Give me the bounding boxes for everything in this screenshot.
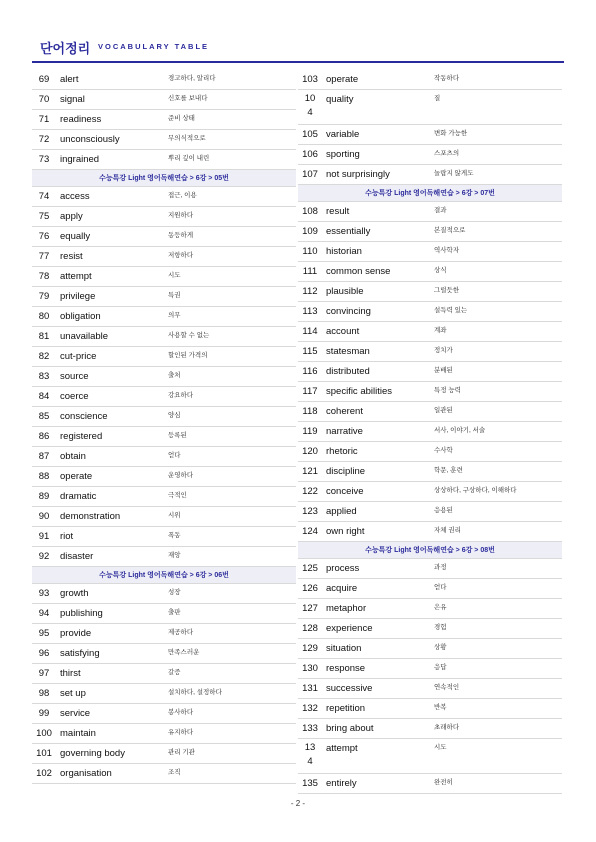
vocab-row [32, 644, 296, 664]
vocab-number: 13 4 [304, 742, 316, 767]
vocab-word: service [60, 708, 91, 719]
vocab-row [32, 467, 296, 487]
vocab-word: readiness [60, 114, 102, 125]
vocab-word: entirely [326, 778, 357, 789]
vocab-row [32, 744, 296, 764]
vocab-meaning: 스포츠의 [434, 150, 460, 157]
vocab-row [32, 427, 296, 447]
vocab-meaning: 상황 [434, 644, 447, 651]
vocab-row [298, 462, 562, 482]
vocab-row [298, 282, 562, 302]
vocab-meaning: 시도 [168, 272, 181, 279]
vocab-row [298, 70, 562, 90]
vocab-meaning: 만족스러운 [168, 649, 200, 656]
vocab-meaning: 변화 가능한 [434, 130, 468, 137]
vocab-meaning: 완전히 [434, 779, 453, 786]
vocab-word: discipline [326, 466, 366, 477]
vocab-row [32, 507, 296, 527]
vocab-word: obtain [60, 451, 86, 462]
vocab-row [298, 442, 562, 462]
vocab-number: 107 [302, 169, 318, 180]
vocab-number: 75 [38, 211, 50, 222]
vocab-meaning: 과정 [434, 564, 447, 571]
vocab-row [32, 287, 296, 307]
vocab-meaning: 출판 [168, 609, 181, 616]
vocab-row [32, 487, 296, 507]
vocab-word: applied [326, 506, 357, 517]
vocab-number: 86 [38, 431, 50, 442]
vocab-row [32, 367, 296, 387]
vocab-word: access [60, 191, 90, 202]
vocab-meaning: 봉사하다 [168, 709, 194, 716]
vocab-row [32, 684, 296, 704]
vocab-row [32, 267, 296, 287]
vocab-row [298, 362, 562, 382]
vocab-meaning: 얻다 [168, 452, 181, 459]
vocab-number: 106 [302, 149, 318, 160]
vocab-word: governing body [60, 748, 125, 759]
vocab-number: 129 [302, 643, 318, 654]
vocab-word: thirst [60, 668, 81, 679]
vocab-meaning: 연속적인 [434, 684, 460, 691]
vocab-meaning: 사용할 수 없는 [168, 332, 210, 339]
vocab-row [32, 130, 296, 150]
vocab-meaning: 응답 [434, 664, 447, 671]
vocab-meaning: 재앙 [168, 552, 181, 559]
vocab-word: publishing [60, 608, 103, 619]
vocab-number: 80 [38, 311, 50, 322]
vocab-row [298, 482, 562, 502]
vocab-word: unconsciously [60, 134, 120, 145]
vocab-word: successive [326, 683, 373, 694]
vocab-word: situation [326, 643, 362, 654]
vocab-number: 110 [302, 246, 318, 257]
vocab-meaning: 계좌 [434, 327, 447, 334]
vocab-number: 109 [302, 226, 318, 237]
vocab-meaning: 은유 [434, 604, 447, 611]
vocab-number: 82 [38, 351, 50, 362]
vocab-meaning: 조직 [168, 769, 181, 776]
vocab-row [298, 322, 562, 342]
vocab-number: 99 [38, 708, 50, 719]
vocab-word: coherent [326, 406, 363, 417]
vocab-row [32, 187, 296, 207]
vocab-word: experience [326, 623, 373, 634]
vocab-row [32, 624, 296, 644]
section-header: 수능특강 Light 영어독해연습 > 6강 > 05번 [32, 170, 296, 187]
vocab-word: equally [60, 231, 91, 242]
vocab-meaning: 경고하다, 알리다 [168, 75, 216, 82]
vocab-row [298, 145, 562, 165]
vocab-row [298, 739, 562, 774]
vocab-number: 98 [38, 688, 50, 699]
vocab-number: 91 [38, 531, 50, 542]
vocab-number: 103 [302, 74, 318, 85]
vocab-row [298, 402, 562, 422]
vocab-number: 133 [302, 723, 318, 734]
vocab-number: 76 [38, 231, 50, 242]
vocab-meaning: 학문, 훈련 [434, 467, 463, 474]
vocab-word: unavailable [60, 331, 109, 342]
vocab-meaning: 본질적으로 [434, 227, 466, 234]
vocab-meaning: 경험 [434, 624, 447, 631]
section-header: 수능특강 Light 영어독해연습 > 6강 > 08번 [298, 542, 562, 559]
vocab-word: growth [60, 588, 89, 599]
vocab-number: 130 [302, 663, 318, 674]
vocab-word: narrative [326, 426, 363, 437]
vocab-row [32, 347, 296, 367]
vocab-meaning: 그럴듯한 [434, 287, 460, 294]
vocab-word: conceive [326, 486, 364, 497]
vocab-meaning: 수사학 [434, 447, 453, 454]
vocab-number: 95 [38, 628, 50, 639]
vocab-row [298, 719, 562, 739]
vocab-number: 77 [38, 251, 50, 262]
vocab-word: obligation [60, 311, 101, 322]
vocab-word: process [326, 563, 360, 574]
vocab-number: 123 [302, 506, 318, 517]
vocab-row [298, 90, 562, 125]
vocab-number: 131 [302, 683, 318, 694]
vocab-meaning: 출처 [168, 372, 181, 379]
vocab-number: 101 [36, 748, 52, 759]
vocab-row [298, 125, 562, 145]
vocab-row [298, 619, 562, 639]
vocab-row [32, 110, 296, 130]
vocab-number: 96 [38, 648, 50, 659]
vocab-word: repetition [326, 703, 366, 714]
vocab-word: coerce [60, 391, 89, 402]
vocab-word: not surprisingly [326, 169, 390, 180]
vocab-number: 73 [38, 154, 50, 165]
vocab-meaning: 설치하다, 설정하다 [168, 689, 222, 696]
vocab-word: resist [60, 251, 83, 262]
vocab-row [298, 699, 562, 719]
vocab-number: 116 [302, 366, 318, 377]
vocab-row [32, 447, 296, 467]
vocab-meaning: 특정 능력 [434, 387, 461, 394]
vocab-row [32, 70, 296, 90]
section-header: 수능특강 Light 영어독해연습 > 6강 > 07번 [298, 185, 562, 202]
vocab-word: common sense [326, 266, 391, 277]
vocab-row [32, 604, 296, 624]
vocab-row [298, 302, 562, 322]
vocab-row [298, 422, 562, 442]
vocab-row [32, 247, 296, 267]
vocab-word: attempt [326, 743, 358, 754]
vocab-word: convincing [326, 306, 371, 317]
vocab-meaning: 설득력 있는 [434, 307, 468, 314]
vocab-meaning: 특권 [168, 292, 181, 299]
vocab-word: historian [326, 246, 362, 257]
vocab-row [32, 227, 296, 247]
vocab-word: variable [326, 129, 360, 140]
vocab-number: 71 [38, 114, 50, 125]
vocab-number: 83 [38, 371, 50, 382]
vocab-meaning: 유지하다 [168, 729, 194, 736]
vocab-row [298, 222, 562, 242]
vocab-number: 119 [302, 426, 318, 437]
title-korean: 단어정리 [40, 41, 91, 56]
vocab-row [298, 242, 562, 262]
vocab-word: specific abilities [326, 386, 392, 397]
vocab-word: demonstration [60, 511, 121, 522]
vocab-number: 132 [302, 703, 318, 714]
vocab-meaning: 신호를 보내다 [168, 95, 208, 102]
vocab-word: alert [60, 74, 79, 85]
vocab-word: registered [60, 431, 103, 442]
vocab-row [32, 307, 296, 327]
vocab-number: 112 [302, 286, 318, 297]
title-english: VOCABULARY TABLE [98, 42, 210, 51]
vocab-meaning: 반복 [434, 704, 447, 711]
vocab-meaning: 저항하다 [168, 252, 194, 259]
vocab-meaning: 응용된 [434, 507, 453, 514]
vocab-number: 10 4 [304, 93, 316, 118]
vocab-number: 127 [302, 603, 318, 614]
vocab-number: 97 [38, 668, 50, 679]
vocab-word: privilege [60, 291, 96, 302]
vocab-number: 100 [36, 728, 52, 739]
vocab-number: 78 [38, 271, 50, 282]
vocab-meaning: 역사학자 [434, 247, 460, 254]
vocab-word: apply [60, 211, 83, 222]
vocab-number: 113 [302, 306, 318, 317]
vocab-number: 128 [302, 623, 318, 634]
vocab-row [298, 522, 562, 542]
vocab-meaning: 강요하다 [168, 392, 194, 399]
vocab-number: 121 [302, 466, 318, 477]
vocab-column-left [32, 70, 296, 784]
vocab-meaning: 제공하다 [168, 629, 194, 636]
vocab-number: 74 [38, 191, 50, 202]
vocab-row [298, 579, 562, 599]
vocab-number: 72 [38, 134, 50, 145]
vocab-row [298, 202, 562, 222]
vocab-word: essentially [326, 226, 371, 237]
vocab-meaning: 할인된 가격의 [168, 352, 208, 359]
vocab-meaning: 접근, 이용 [168, 192, 197, 199]
vocab-row [32, 90, 296, 110]
vocab-number: 70 [38, 94, 50, 105]
vocab-word: satisfying [60, 648, 100, 659]
vocab-word: organisation [60, 768, 112, 779]
vocab-row [32, 724, 296, 744]
vocab-word: provide [60, 628, 92, 639]
vocab-meaning: 운영하다 [168, 472, 194, 479]
vocab-number: 122 [302, 486, 318, 497]
vocab-meaning: 놀랍지 않게도 [434, 170, 474, 177]
vocab-meaning: 갈증 [168, 669, 181, 676]
vocab-word: dramatic [60, 491, 97, 502]
vocab-meaning: 성장 [168, 589, 181, 596]
vocab-word: acquire [326, 583, 358, 594]
vocab-meaning: 등록된 [168, 432, 187, 439]
vocab-meaning: 무의식적으로 [168, 135, 206, 142]
vocab-row [32, 207, 296, 227]
vocab-word: bring about [326, 723, 374, 734]
vocab-word: disaster [60, 551, 94, 562]
vocab-number: 117 [302, 386, 318, 397]
vocab-row [298, 382, 562, 402]
vocab-word: cut-price [60, 351, 97, 362]
vocab-meaning: 서사, 이야기, 서술 [434, 427, 486, 434]
vocab-word: riot [60, 531, 74, 542]
vocab-word: conscience [60, 411, 108, 422]
vocab-number: 111 [302, 266, 318, 277]
vocab-meaning: 정치가 [434, 347, 453, 354]
vocab-meaning: 양심 [168, 412, 181, 419]
vocab-row [32, 704, 296, 724]
vocab-word: source [60, 371, 89, 382]
vocab-word: rhetoric [326, 446, 358, 457]
vocab-word: metaphor [326, 603, 367, 614]
vocab-row [32, 547, 296, 567]
page-header [32, 38, 564, 62]
vocab-word: own right [326, 526, 365, 537]
vocab-number: 124 [302, 526, 318, 537]
vocab-row [32, 764, 296, 784]
vocab-row [32, 407, 296, 427]
vocab-number: 90 [38, 511, 50, 522]
vocab-number: 114 [302, 326, 318, 337]
vocab-number: 79 [38, 291, 50, 302]
vocab-number: 120 [302, 446, 318, 457]
vocab-row [298, 559, 562, 579]
vocab-word: maintain [60, 728, 96, 739]
vocab-row [32, 387, 296, 407]
vocab-row [298, 599, 562, 619]
vocab-number: 93 [38, 588, 50, 599]
vocab-word: operate [326, 74, 359, 85]
vocab-row [298, 502, 562, 522]
vocab-number: 94 [38, 608, 50, 619]
vocab-meaning: 작동하다 [434, 75, 460, 82]
vocab-number: 102 [36, 768, 52, 779]
header-divider [32, 61, 564, 63]
vocab-number: 87 [38, 451, 50, 462]
vocab-meaning: 상식 [434, 267, 447, 274]
vocab-meaning: 준비 상태 [168, 115, 195, 122]
vocab-word: signal [60, 94, 85, 105]
vocab-word: account [326, 326, 360, 337]
vocab-meaning: 관리 기관 [168, 749, 195, 756]
vocab-meaning: 지원하다 [168, 212, 194, 219]
vocab-meaning: 분배된 [434, 367, 453, 374]
vocab-word: ingrained [60, 154, 100, 165]
vocab-meaning: 얻다 [434, 584, 447, 591]
vocab-word: plausible [326, 286, 364, 297]
vocab-number: 115 [302, 346, 318, 357]
vocab-row [32, 527, 296, 547]
vocab-row [298, 165, 562, 185]
vocab-word: statesman [326, 346, 370, 357]
vocab-number: 105 [302, 129, 318, 140]
vocab-word: response [326, 663, 366, 674]
vocab-word: attempt [60, 271, 92, 282]
vocab-number: 125 [302, 563, 318, 574]
vocab-row [298, 774, 562, 794]
vocab-number: 92 [38, 551, 50, 562]
vocab-row [32, 327, 296, 347]
vocab-word: operate [60, 471, 93, 482]
vocab-number: 118 [302, 406, 318, 417]
vocab-meaning: 극적인 [168, 492, 187, 499]
vocab-meaning: 시도 [434, 744, 447, 751]
vocab-word: quality [326, 94, 354, 105]
vocab-column-right [298, 70, 562, 794]
vocab-number: 85 [38, 411, 50, 422]
vocab-row [32, 664, 296, 684]
vocab-meaning: 상상하다, 구상하다, 이해하다 [434, 487, 517, 494]
vocab-meaning: 질 [434, 95, 441, 102]
vocab-meaning: 일관된 [434, 407, 453, 414]
vocab-number: 126 [302, 583, 318, 594]
vocab-row [298, 679, 562, 699]
vocab-row [298, 262, 562, 282]
vocab-word: distributed [326, 366, 370, 377]
vocab-number: 135 [302, 778, 318, 789]
vocab-row [298, 659, 562, 679]
vocab-number: 81 [38, 331, 50, 342]
vocab-row [298, 639, 562, 659]
vocab-meaning: 초래하다 [434, 724, 460, 731]
vocab-meaning: 뿌리 깊이 내린 [168, 155, 210, 162]
vocab-row [32, 150, 296, 170]
vocab-number: 88 [38, 471, 50, 482]
vocab-meaning: 자체 권리 [434, 527, 461, 534]
vocab-row [298, 342, 562, 362]
vocab-word: set up [60, 688, 86, 699]
section-header: 수능특강 Light 영어독해연습 > 6강 > 06번 [32, 567, 296, 584]
vocab-number: 84 [38, 391, 50, 402]
vocab-number: 69 [38, 74, 50, 85]
vocab-word: sporting [326, 149, 360, 160]
vocab-meaning: 결과 [434, 207, 447, 214]
page-number: - 2 - [290, 799, 306, 808]
vocab-row [32, 584, 296, 604]
vocab-meaning: 의무 [168, 312, 181, 319]
vocab-meaning: 동등하게 [168, 232, 194, 239]
vocab-number: 108 [302, 206, 318, 217]
vocab-meaning: 시위 [168, 512, 181, 519]
vocab-meaning: 폭동 [168, 532, 181, 539]
vocab-number: 89 [38, 491, 50, 502]
vocab-word: result [326, 206, 350, 217]
